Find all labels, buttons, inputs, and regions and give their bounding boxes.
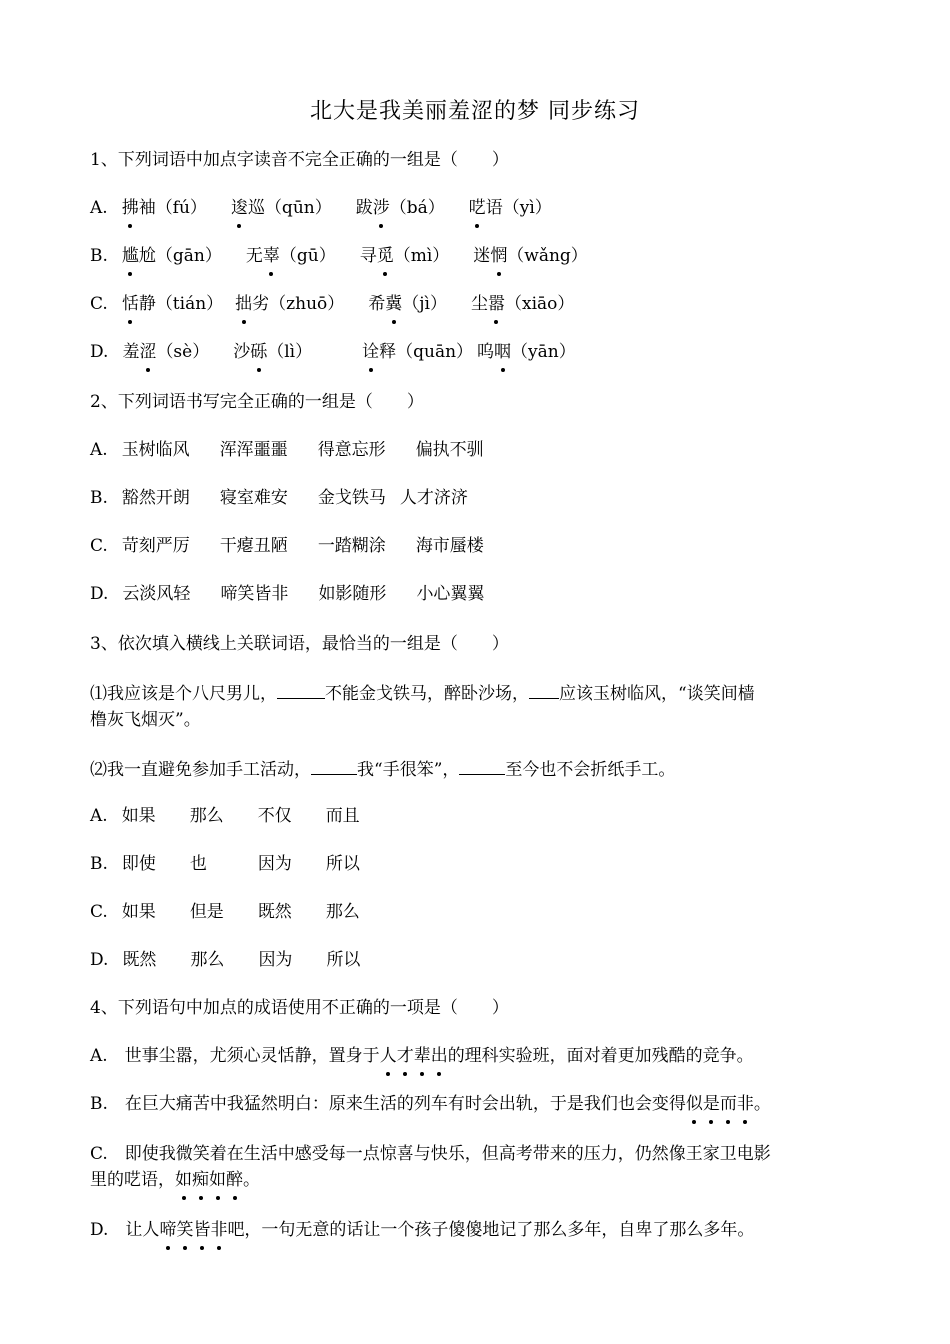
word: 海市蜃楼: [415, 536, 484, 556]
sentence-text: ⑴我应该是个八尺男儿，: [90, 684, 277, 704]
sentence-text: 至今也不会折纸手工。: [505, 760, 676, 780]
option-label: B.: [90, 488, 108, 508]
dotted-char: 痴: [192, 1166, 209, 1194]
pinyin: （quān）: [396, 342, 474, 362]
dotted-char: 逡: [231, 194, 248, 222]
pinyin: （mì）: [393, 246, 450, 266]
dotted-char: 觅: [377, 242, 394, 270]
word: 因为: [257, 854, 292, 874]
q4-option-a: [90, 1042, 870, 1070]
dotted-char: 皆: [193, 1216, 210, 1244]
dotted-char: 如: [209, 1166, 226, 1194]
pinyin: （bá）: [389, 198, 445, 218]
word: 如果: [121, 806, 156, 826]
char: 无: [245, 246, 263, 266]
dotted-char: 非: [737, 1090, 754, 1118]
char: 劣: [252, 294, 270, 314]
fill-blank: [529, 680, 559, 699]
q4-option-c: C. 即使我微笑着在生活中感受每一点惊喜与快乐，但高考带来的压力，仍然像王家卫电影: [90, 1144, 771, 1164]
char: 袖: [138, 198, 156, 218]
q3-option-c: [90, 898, 870, 926]
q2-stem: 2、下列词语书写完全正确的一组是（ ）: [90, 392, 424, 412]
dotted-char: 人: [380, 1042, 397, 1070]
word: 既然: [122, 950, 157, 970]
word: 干瘪丑陋: [219, 536, 288, 556]
dotted-char: 惘: [490, 242, 507, 270]
char: 语: [485, 198, 503, 218]
sentence-text: 。: [243, 1170, 260, 1190]
pinyin: （fú）: [155, 198, 207, 218]
option-label: A.: [90, 198, 108, 218]
option-label: C.: [90, 536, 108, 556]
sentence-text: 里的呓语，: [90, 1170, 175, 1190]
dotted-char: 咽: [494, 338, 511, 366]
q2-option-d: [90, 580, 870, 608]
dotted-char: 尴: [122, 242, 139, 270]
q4-option-b: [90, 1090, 870, 1118]
dotted-char: 而: [720, 1090, 737, 1118]
q4-option-c-cont: [90, 1166, 870, 1194]
dotted-char: 非: [210, 1216, 227, 1244]
word: 那么: [190, 950, 225, 970]
dotted-char: 似: [686, 1090, 703, 1118]
dotted-char: 如: [175, 1166, 192, 1194]
dotted-char: 呓: [469, 194, 486, 222]
char: 呜: [477, 342, 495, 362]
sentence-text: 我“手很笨”，: [357, 760, 460, 780]
pinyin: （wǎng）: [507, 246, 588, 266]
dotted-char: 砾: [250, 338, 267, 366]
char: 寻: [359, 246, 377, 266]
q1-stem: 1、下列词语中加点字读音不完全正确的一组是（ ）: [90, 150, 509, 170]
word: 即使: [121, 854, 156, 874]
pinyin: （tián）: [155, 294, 224, 314]
dotted-char: 涩: [139, 338, 156, 366]
q3-stem: 3、依次填入横线上关联词语，最恰当的一组是（ ）: [90, 634, 509, 654]
dotted-char: 辈: [414, 1042, 431, 1070]
word: 不仅: [257, 806, 292, 826]
word: 因为: [258, 950, 293, 970]
option-label: B.: [90, 246, 108, 266]
fill-blank: [311, 756, 357, 775]
fill-blank: [277, 680, 325, 699]
option-label: C.: [90, 294, 108, 314]
word: 浑浑噩噩: [219, 440, 288, 460]
word: 而且: [325, 806, 360, 826]
q3-option-b: [90, 850, 870, 878]
sentence-text: 应该玉树临风，“谈笑间樯: [559, 684, 755, 704]
option-label: A.: [90, 440, 108, 460]
sentence-text: A. 世事尘嚣，尤须心灵恬静，置身于: [90, 1046, 380, 1066]
char: 希: [368, 294, 386, 314]
q1-option-d: [90, 338, 870, 366]
dotted-char: 啼: [159, 1216, 176, 1244]
sentence-text: D. 让人: [90, 1220, 160, 1240]
word: 那么: [189, 806, 224, 826]
word: 一踏糊涂: [317, 536, 386, 556]
sentence-text: 。: [753, 1094, 771, 1114]
sentence-text: ⑵我一直避免参加手工活动，: [90, 760, 311, 780]
dotted-char: 恬: [122, 290, 139, 318]
word: 如影随形: [318, 584, 387, 604]
q2-option-b: [90, 484, 870, 512]
char: 静: [138, 294, 156, 314]
word: 但是: [189, 902, 224, 922]
q4-stem: 4、下列语句中加点的成语使用不正确的一项是（ ）: [90, 998, 509, 1018]
q3-sentence-1-cont: 橹灰飞烟灭”。: [90, 710, 201, 730]
sentence-text: B. 在巨大痛苦中我猛然明白：原来生活的列车有时会出轨，于是我们也会变得: [90, 1094, 686, 1114]
dotted-char: 冀: [385, 290, 402, 318]
option-label: C.: [90, 902, 108, 922]
dotted-char: 辜: [263, 242, 280, 270]
char: 跋: [355, 198, 373, 218]
pinyin: （lì）: [267, 342, 313, 362]
char: 释: [379, 342, 397, 362]
option-label: B.: [90, 854, 108, 874]
word: 玉树临风: [121, 440, 190, 460]
sentence-text: 不能金戈铁马，醉卧沙场，: [325, 684, 529, 704]
dotted-char: 拙: [235, 290, 252, 318]
pinyin: （zhuō）: [269, 294, 345, 314]
word: 小心翼翼: [416, 584, 485, 604]
dotted-char: 诠: [362, 338, 379, 366]
q2-option-a: [90, 436, 870, 464]
word: 既然: [257, 902, 292, 922]
option-label: D.: [90, 584, 109, 604]
dotted-char: 才: [397, 1042, 414, 1070]
pinyin: （jì）: [402, 294, 447, 314]
pinyin: （xiāo）: [504, 294, 575, 314]
option-label: D.: [90, 950, 109, 970]
word: 金戈铁马: [317, 488, 386, 508]
char: 迷: [473, 246, 491, 266]
q1-option-c: [90, 290, 870, 318]
q4-option-d: [90, 1216, 870, 1244]
document-title: 北大是我美丽羞涩的梦 同步练习: [310, 99, 640, 124]
option-label: D.: [90, 342, 109, 362]
char: 尬: [138, 246, 156, 266]
dotted-char: 笑: [176, 1216, 193, 1244]
word: 如果: [121, 902, 156, 922]
q3-option-d: [90, 946, 870, 974]
dotted-char: 拂: [122, 194, 139, 222]
word: 所以: [326, 950, 361, 970]
fill-blank: [459, 756, 505, 775]
pinyin: （qūn）: [264, 198, 332, 218]
word: 啼笑皆非: [220, 584, 289, 604]
pinyin: （gū）: [279, 246, 336, 266]
word: 苛刻严厉: [121, 536, 190, 556]
dotted-char: 涉: [373, 194, 390, 222]
word: 所以: [325, 854, 360, 874]
word: 寝室难安: [219, 488, 288, 508]
pinyin: （yì）: [502, 198, 552, 218]
word: 那么: [325, 902, 360, 922]
char: 巡: [247, 198, 265, 218]
q1-option-a: [90, 194, 870, 222]
word: 豁然开朗: [121, 488, 190, 508]
word: 偏执不驯: [415, 440, 484, 460]
char: 羞: [122, 342, 140, 362]
pinyin: （sè）: [156, 342, 210, 362]
word: 云淡风轻: [122, 584, 191, 604]
option-label: A.: [90, 806, 108, 826]
word: 得意忘形: [317, 440, 386, 460]
word: 也: [189, 854, 207, 874]
q3-option-a: [90, 802, 870, 830]
sentence-text: 吧，一句无意的话让一个孩子傻傻地记了那么多年，自卑了那么多年。: [227, 1220, 755, 1240]
pinyin: （yān）: [511, 342, 576, 362]
q1-option-b: [90, 242, 870, 270]
dotted-char: 醉: [226, 1166, 243, 1194]
dotted-char: 嚣: [488, 290, 505, 318]
word: 人才济济: [399, 488, 468, 508]
dotted-char: 出: [431, 1042, 448, 1070]
q3-sentence-1: [90, 680, 870, 708]
q2-option-c: [90, 532, 870, 560]
char: 尘: [470, 294, 488, 314]
sentence-text: 的理科实验班，面对着更加残酷的竞争。: [447, 1046, 754, 1066]
char: 沙: [233, 342, 251, 362]
q3-sentence-2: [90, 756, 870, 784]
pinyin: （gān）: [155, 246, 222, 266]
dotted-char: 是: [703, 1090, 720, 1118]
